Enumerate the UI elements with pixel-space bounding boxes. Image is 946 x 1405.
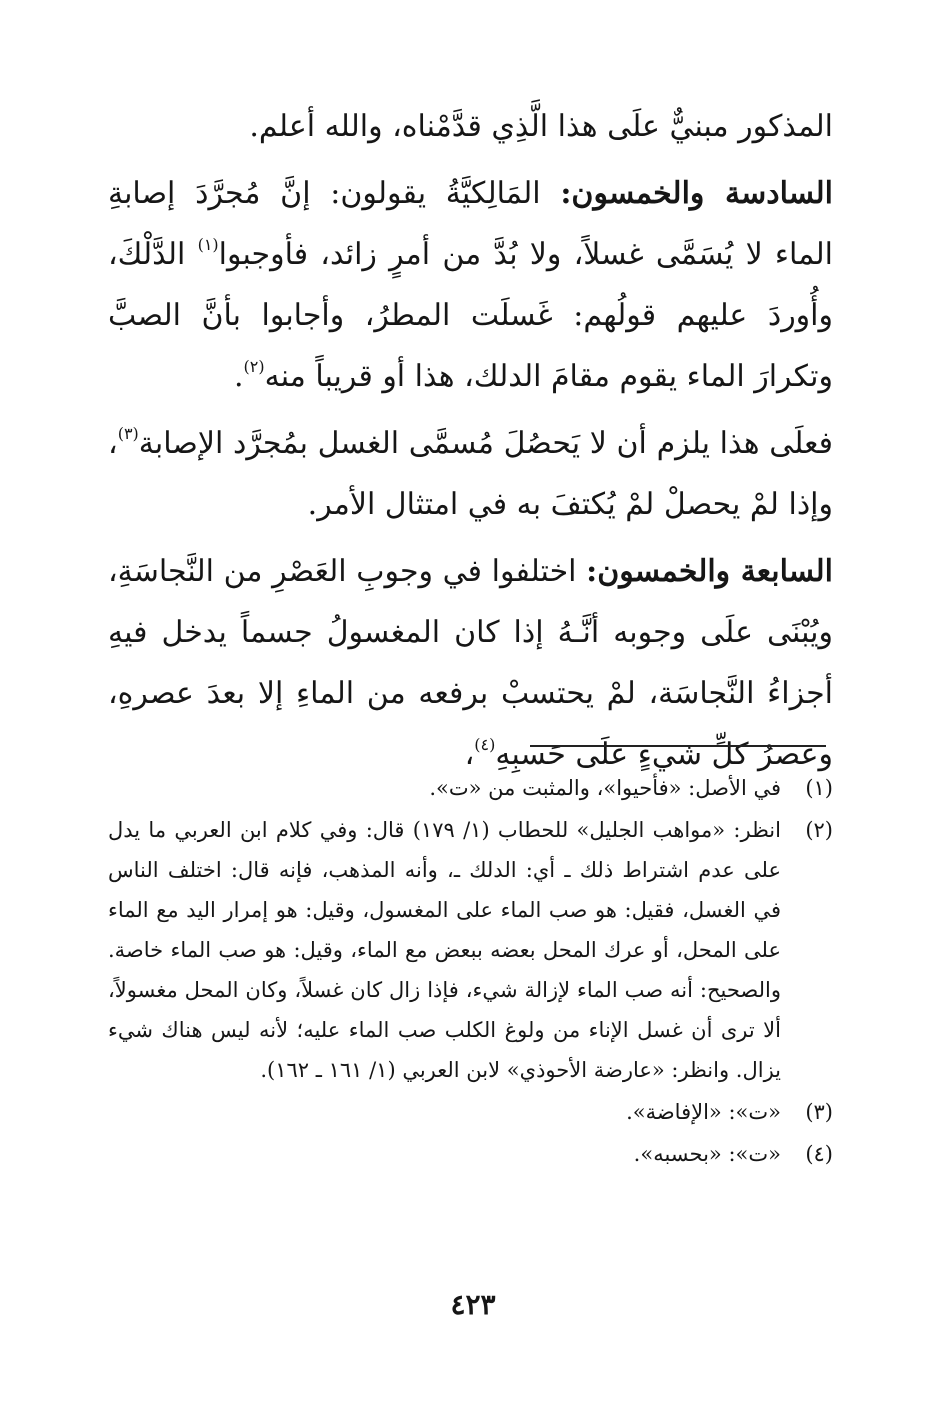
footnotes: [108, 768, 833, 1176]
footnote-number: (٤): [805, 1142, 833, 1166]
paragraph-3: فعلَى هذا يلزم أن لا يَحصُلَ مُسمَّى الغسل بمُجرَّد الإصابة$^{(٣)}$، وإذا لمْ يحصلْ لمْ يُكتفَ به في امتثال الأمر.: [108, 424, 833, 522]
page-number: ٤٢٣: [450, 1288, 496, 1321]
footnote-ref-1[interactable]: (١): [197, 235, 219, 254]
paragraph-2: السادسة والخمسون: المَالِكيَّةُ يقولون: إنَّ مُجرَّدَ إصابةِ الماء لا يُسَمَّى غسلاً، ولا بُدَّ من أمرٍ زائد، فأوجبوا$^{(١)}$ الدَّلْكَ، وأُوردَ عليهم قولُهم: غَسلَت المطرُ، وأجابوا بأنَّ الصبَّ وتكرارَ الماء يقوم مقامَ الدلك، هذا أو قريباً منه$^{(٢)}$.: [108, 176, 833, 394]
footnote-item: [108, 810, 833, 1090]
footnote-text: «ت»: «الإفاضة».: [626, 1100, 781, 1124]
footnote-ref-4[interactable]: (٤): [474, 735, 496, 754]
footnote-separator: [530, 745, 826, 747]
paragraph-1: المذكور مبنيٌّ علَى هذا الَّذِي قدَّمْناه، والله أعلم.: [249, 109, 833, 144]
footnote-item: [108, 1092, 833, 1132]
footnote-number: (١): [805, 776, 833, 800]
footnote-number: (٣): [805, 1100, 833, 1124]
footnote-ref-3[interactable]: (٣): [117, 424, 139, 443]
footnote-number: (٢): [805, 818, 833, 842]
footnote-item: [108, 1134, 833, 1174]
main-text: [108, 96, 833, 791]
footnote-text: انظر: «مواهب الجليل» للحطاب (١/ ١٧٩) قال: وفي كلام ابن العربي ما يدل على عدم اشتراط ذلك ـ أي: الدلك ـ، وأنه المذهب، فإنه قال: اختلف الناس في الغسل، فقيل: هو صب الماء على المغسول، وقيل: هو إمرار اليد مع الماء على المحل، أو عرك المحل بعضه ببعض مع الماء، وقيل: هو صب الماء خاصة. والصحيح: أنه صب الماء لإزالة شيء، فإذا زال كان غسلاً، وكان المحل مغسولاً، ألا ترى أن غسل الإناء من ولوغ الكلب صب الماء عليه؛ لأنه ليس هناك شيء يزال. وانظر: «عارضة الأحوذي» لابن العربي (١/ ١٦١ ـ ١٦٢).: [108, 818, 781, 1082]
footnote-ref-2[interactable]: (٢): [243, 357, 265, 376]
section-heading-57: السابعة والخمسون:: [586, 554, 833, 589]
footnote-text: في الأصل: «فأحيوا»، والمثبت من «ت».: [429, 776, 781, 800]
paragraph-4: السابعة والخمسون: اختلفوا في وجوبِ العَصْرِ من النَّجاسَةِ، ويُبْنَى علَى وجوبه أنَّـهُ إذا كان المغسولُ جسماً يدخل فيهِ أجزاءُ النَّجاسَة، لمْ يحتسبْ برفعه من الماءِ إلا بعدَ عصرهِ، وعصرُ كلِّ شيءٍ علَى حَسبِهِ$^{(٤)}$،: [108, 554, 833, 772]
footnote-text: «ت»: «بحسبه».: [633, 1142, 781, 1166]
section-heading-56: السادسة والخمسون:: [560, 176, 833, 211]
footnote-item: [108, 768, 833, 808]
